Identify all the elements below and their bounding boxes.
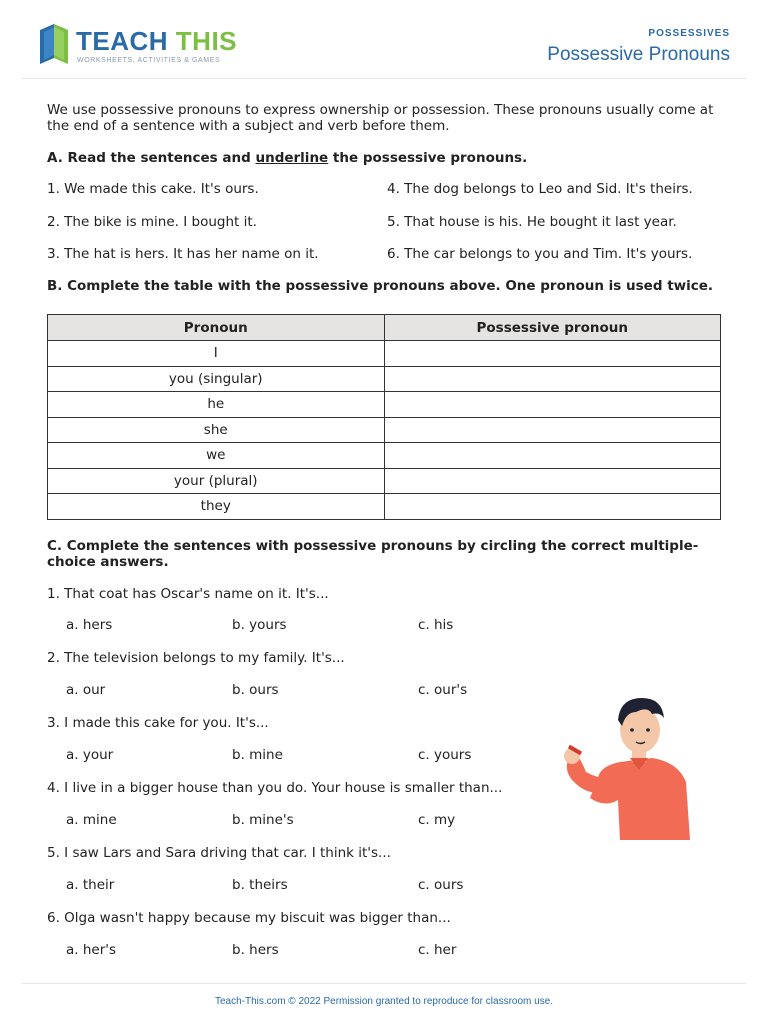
question-text: 6. Olga wasn't happy because my biscuit was bigger than... [47, 910, 451, 926]
choice-a[interactable]: a. our [66, 682, 106, 698]
pronoun-table [47, 314, 721, 520]
book-icon [36, 22, 72, 66]
intro-text: We use possessive pronouns to express ownership or possession. These pronouns usually come at the end of a sentence with a subject and verb before them. [47, 102, 714, 134]
pronoun-cell: I [48, 341, 385, 367]
choice-c[interactable]: c. his [418, 617, 454, 633]
table-row [48, 392, 721, 418]
choice-c[interactable]: c. yours [418, 747, 472, 763]
pronoun-cell: you (singular) [48, 366, 385, 392]
table-row [48, 417, 721, 443]
worksheet-category: POSSESSIVES [648, 28, 730, 39]
table-row [48, 468, 721, 494]
section-b-title: B. Complete the table with the possessive pronouns above. One pronoun is used twice. [47, 278, 714, 294]
answer-cell[interactable] [384, 366, 721, 392]
section-a-item: 4. The dog belongs to Leo and Sid. It's theirs. [387, 181, 693, 197]
choice-c[interactable]: c. our's [418, 682, 468, 698]
choice-c[interactable]: c. ours [418, 877, 464, 893]
pronoun-cell: they [48, 494, 385, 520]
choice-c[interactable]: c. her [418, 942, 457, 958]
choice-b[interactable]: b. mine [232, 747, 283, 763]
table-row [48, 366, 721, 392]
pronoun-cell: he [48, 392, 385, 418]
choice-a[interactable]: a. mine [66, 812, 117, 828]
answer-cell[interactable] [384, 392, 721, 418]
section-a-item: 3. The hat is hers. It has her name on it. [47, 246, 319, 262]
question-text: 1. That coat has Oscar's name on it. It's... [47, 586, 329, 602]
choice-b[interactable]: b. mine's [232, 812, 294, 828]
logo-tagline: WORKSHEETS, ACTIVITIES & GAMES [77, 57, 221, 64]
section-c-title: C. Complete the sentences with possessive pronouns by circling the correct multiple-choice answers. [47, 538, 699, 570]
question-text: 5. I saw Lars and Sara driving that car. I think it's... [47, 845, 391, 861]
section-a-title: A. Read the sentences and underline the possessive pronouns. [47, 150, 528, 166]
answer-cell[interactable] [384, 494, 721, 520]
table-header-pronoun: Pronoun [48, 315, 385, 341]
table-row [48, 443, 721, 469]
answer-cell[interactable] [384, 443, 721, 469]
choice-b[interactable]: b. hers [232, 942, 279, 958]
section-a-item: 5. That house is his. He bought it last year. [387, 214, 677, 230]
choice-b[interactable]: b. theirs [232, 877, 288, 893]
question-text: 3. I made this cake for you. It's... [47, 715, 269, 731]
pronoun-cell: your (plural) [48, 468, 385, 494]
footer-copyright: Teach-This.com © 2022 Permission granted to reproduce for classroom use. [214, 996, 554, 1007]
choice-a[interactable]: a. their [66, 877, 115, 893]
answer-cell[interactable] [384, 341, 721, 367]
table-row [48, 341, 721, 367]
footer-divider [22, 983, 746, 984]
worksheet-title: Possessive Pronouns [547, 44, 730, 65]
choice-c[interactable]: c. my [418, 812, 456, 828]
choice-a[interactable]: a. her's [66, 942, 117, 958]
section-a-item: 1. We made this cake. It's ours. [47, 181, 259, 197]
choice-b[interactable]: b. yours [232, 617, 287, 633]
teacher-illustration [560, 690, 700, 850]
choice-a[interactable]: a. your [66, 747, 114, 763]
table-row [48, 494, 721, 520]
answer-cell[interactable] [384, 417, 721, 443]
pronoun-cell: she [48, 417, 385, 443]
choice-a[interactable]: a. hers [66, 617, 113, 633]
choice-b[interactable]: b. ours [232, 682, 279, 698]
page-header [22, 0, 746, 79]
pronoun-cell: we [48, 443, 385, 469]
answer-cell[interactable] [384, 468, 721, 494]
table-header-possessive: Possessive pronoun [384, 315, 721, 341]
question-text: 4. I live in a bigger house than you do. Your house is smaller than... [47, 780, 503, 796]
logo-wordmark: TEACH THIS [76, 26, 238, 56]
question-text: 2. The television belongs to my family. It's... [47, 650, 345, 666]
teach-this-logo[interactable] [36, 22, 238, 68]
section-a-item: 2. The bike is mine. I bought it. [47, 214, 257, 230]
section-a-item: 6. The car belongs to you and Tim. It's yours. [387, 246, 693, 262]
